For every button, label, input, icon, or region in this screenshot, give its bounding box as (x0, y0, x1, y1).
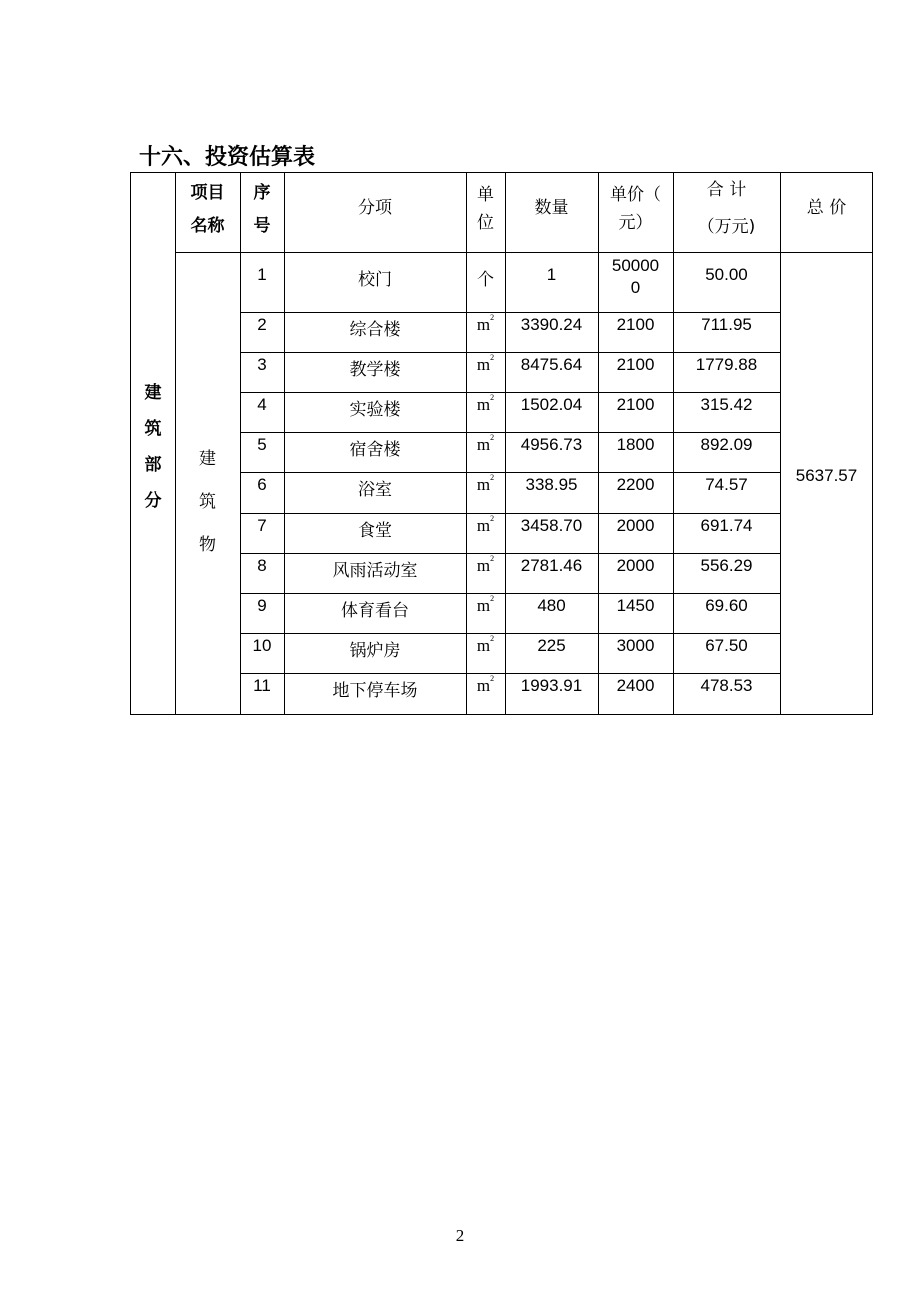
row-qty: 2781.46 (520, 556, 583, 575)
row-subtotal: 50.00 (705, 265, 748, 284)
header-seq-line2: 号 (253, 216, 271, 236)
row-name: 校门 (358, 270, 392, 290)
row-seq: 8 (257, 556, 267, 575)
header-subtotal (673, 175, 780, 237)
unit-m: m (476, 435, 491, 454)
row-unit (466, 636, 505, 656)
total-value: 5637.57 (795, 466, 858, 485)
row-subtotal: 556.29 (700, 556, 753, 575)
row-qty: 4956.73 (520, 435, 583, 454)
row-unit (466, 556, 505, 576)
row-seq: 9 (257, 596, 267, 615)
grid-line (240, 432, 780, 433)
page-title: 十六、投资估算表 (139, 145, 316, 170)
row-price (598, 255, 673, 299)
row-seq: 2 (257, 315, 267, 334)
row-price: 2000 (616, 516, 655, 535)
header-subtotal-line1: 合 计 (706, 180, 747, 200)
grid-line (175, 172, 176, 714)
unit-m: m (476, 395, 491, 414)
subcategory-char: 物 (199, 535, 216, 555)
row-price: 1800 (616, 435, 655, 454)
unit-sup: 2 (490, 433, 495, 442)
header-seq-line1: 序 (253, 183, 271, 203)
row-name: 实验楼 (349, 400, 401, 420)
page-number: 2 (455, 1226, 465, 1245)
row-subtotal: 315.42 (700, 395, 753, 414)
row-unit (466, 516, 505, 536)
grid-line (240, 633, 780, 634)
row-seq: 1 (257, 265, 267, 284)
row-seq: 5 (257, 435, 267, 454)
unit-sup: 2 (490, 634, 495, 643)
row-price: 3000 (616, 636, 655, 655)
grid-line (240, 673, 780, 674)
grid-line (175, 252, 872, 253)
row-qty: 3390.24 (520, 315, 583, 334)
header-unit-price-line1: 单价（ (610, 185, 661, 205)
header-seq (240, 178, 284, 236)
header-subitem: 分项 (358, 198, 392, 218)
unit-m: m (476, 676, 491, 695)
row-name: 综合楼 (349, 320, 401, 340)
row-qty: 1 (546, 265, 557, 284)
row-subtotal: 478.53 (700, 676, 753, 695)
row-name: 风雨活动室 (332, 561, 418, 581)
grid-line (240, 513, 780, 514)
row-subtotal: 67.50 (705, 636, 748, 655)
unit-m: m (476, 636, 491, 655)
header-unit-price-line2: 元） (618, 213, 653, 233)
row-name: 浴室 (358, 480, 392, 500)
header-unit-line1: 单 (477, 185, 494, 205)
grid-line (872, 172, 873, 715)
row-subtotal: 74.57 (705, 475, 748, 494)
row-unit (466, 395, 505, 415)
header-unit-price (598, 180, 673, 233)
header-unit-line2: 位 (477, 213, 494, 233)
unit-sup: 2 (490, 594, 495, 603)
category-char: 分 (144, 491, 162, 511)
row-seq: 4 (257, 395, 267, 414)
row-price-line2: 0 (630, 278, 641, 297)
row-qty: 225 (537, 636, 566, 655)
unit-m: m (476, 355, 491, 374)
row-qty: 8475.64 (520, 355, 583, 374)
row-name: 宿舍楼 (349, 440, 401, 460)
row-unit (466, 315, 505, 335)
row-qty: 338.95 (525, 475, 578, 494)
category-label (131, 378, 175, 511)
row-seq: 11 (253, 676, 271, 695)
row-price-line1: 50000 (611, 256, 660, 275)
row-name: 地下停车场 (332, 681, 418, 701)
unit-m: m (476, 475, 491, 494)
category-char: 筑 (144, 419, 162, 439)
grid-line (240, 312, 780, 313)
row-name: 教学楼 (349, 360, 401, 380)
unit-m: m (476, 315, 491, 334)
subcategory-char: 筑 (199, 492, 216, 512)
row-name: 锅炉房 (349, 641, 401, 661)
category-char: 部 (144, 455, 162, 475)
unit-m: m (476, 556, 491, 575)
unit-sup: 2 (490, 514, 495, 523)
row-seq: 10 (252, 636, 272, 655)
row-seq: 6 (257, 475, 267, 494)
row-qty: 1502.04 (520, 395, 583, 414)
row-price: 1450 (616, 596, 655, 615)
row-unit (466, 596, 505, 616)
grid-line (130, 172, 131, 715)
row-price: 2100 (616, 315, 655, 334)
unit-sup: 2 (490, 313, 495, 322)
row-subtotal: 69.60 (705, 596, 748, 615)
row-price: 2400 (616, 676, 655, 695)
row-subtotal: 691.74 (700, 516, 753, 535)
header-item-name-line1: 项目 (190, 183, 225, 203)
unit-sup: 2 (490, 674, 495, 683)
row-unit (466, 475, 505, 495)
row-qty: 3458.70 (520, 516, 583, 535)
header-item-name (175, 178, 240, 236)
grid-line (240, 553, 780, 554)
grid-line (240, 593, 780, 594)
unit-sup: 2 (490, 554, 495, 563)
row-qty: 480 (537, 596, 566, 615)
subcategory-label (175, 444, 240, 555)
row-subtotal: 892.09 (700, 435, 753, 454)
row-subtotal: 1779.88 (695, 355, 758, 374)
header-quantity: 数量 (534, 198, 569, 218)
row-unit (466, 435, 505, 455)
grid-line (240, 392, 780, 393)
grid-line (130, 714, 873, 715)
row-seq: 7 (257, 516, 267, 535)
row-subtotal: 711.95 (701, 315, 752, 334)
unit-sup: 2 (490, 353, 495, 362)
grid-line (240, 352, 780, 353)
row-seq: 3 (257, 355, 267, 374)
row-unit (466, 676, 505, 696)
unit-sup: 2 (490, 393, 495, 402)
unit-m: m (476, 516, 491, 535)
subcategory-char: 建 (199, 449, 216, 469)
header-unit (466, 180, 505, 233)
row-unit: 个 (477, 270, 494, 290)
unit-m: m (476, 596, 491, 615)
row-price: 2100 (616, 355, 655, 374)
header-item-name-line2: 名称 (190, 216, 225, 236)
unit-sup: 2 (490, 473, 495, 482)
row-price: 2100 (616, 395, 655, 414)
grid-line (240, 472, 780, 473)
row-price: 2200 (616, 475, 655, 494)
grid-line (780, 172, 781, 714)
header-total: 总 价 (806, 198, 847, 218)
row-unit (466, 355, 505, 375)
row-qty: 1993.91 (520, 676, 583, 695)
header-subtotal-line2: （万元) (697, 217, 756, 237)
row-name: 食堂 (358, 521, 392, 541)
grid-line (130, 172, 873, 173)
row-name: 体育看台 (341, 601, 409, 621)
category-char: 建 (144, 383, 162, 403)
row-price: 2000 (616, 556, 655, 575)
